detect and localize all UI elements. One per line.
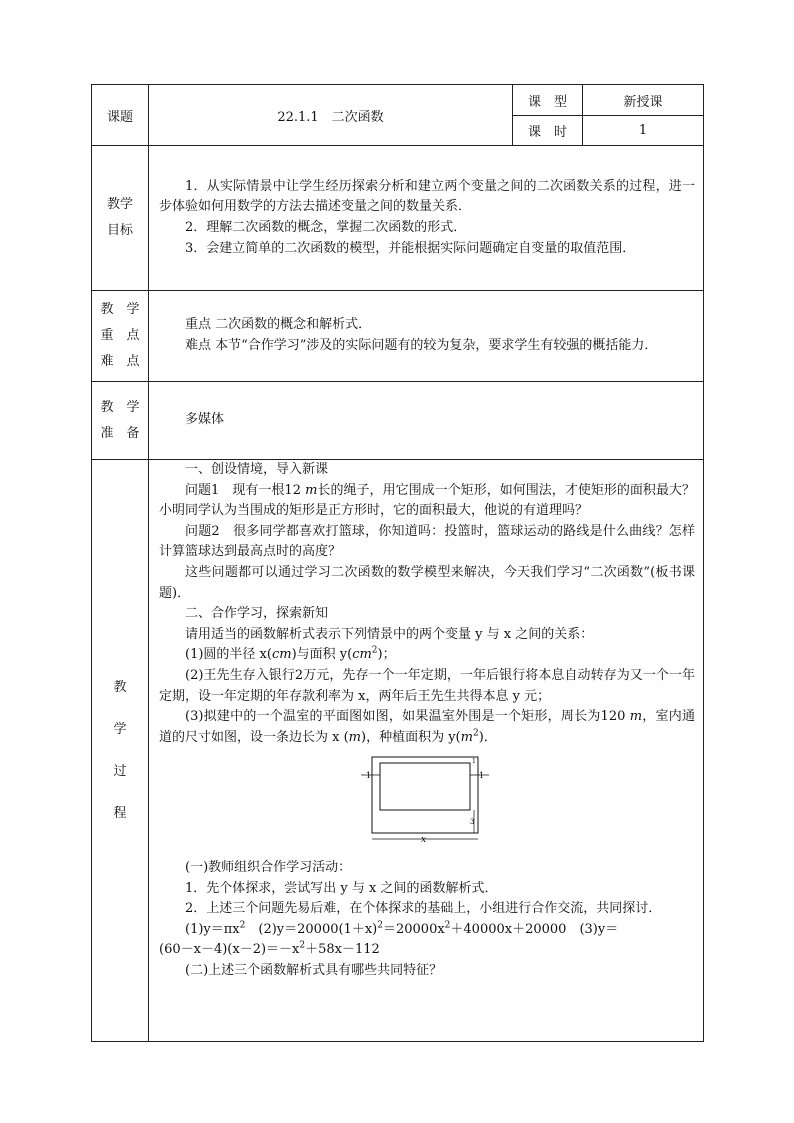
- answer-text: (60－x－4)(x－2)＝－x: [159, 942, 300, 958]
- preparation-label-line2: 准 备: [100, 425, 140, 441]
- objectives-label: [92, 146, 149, 291]
- objective-item: 2．理解二次函数的概念，掌握二次函数的形式．: [185, 220, 467, 235]
- side-dimension-label: 3: [470, 818, 475, 827]
- key-points-label-line3: 难 点: [100, 354, 140, 369]
- unit-m: m: [460, 729, 473, 745]
- bottom-dimension-label: x: [421, 835, 427, 846]
- key-point-text: 重点 二次函数的概念和解析式．: [185, 317, 372, 333]
- answer-text: ＋58x－112: [305, 942, 380, 958]
- scenario-3: [159, 707, 695, 748]
- objective-item: 3．会建立简单的二次函数的模型，并能根据实际问题确定自变量的取值范围．: [185, 240, 636, 256]
- objective-item: 1．从实际情景中让学生经历探索分析和建立两个变量之间的二次函数关系的过程，进一步体验如何用数学的方法去描述变量之间的数量关系．: [159, 178, 695, 215]
- difficulty-text: 难点 本节“合作学习”涉及的实际问题有的较为复杂，要求学生有较强的概括能力．: [185, 338, 658, 353]
- greenhouse-figure: [159, 754, 695, 854]
- question-1-text-2: 长的绳子，用它围成一个矩形，如何围法，才使矩形的面积最大？小明同学认为当围成的矩形是正方形时，它的面积最大，他说的有道理吗？: [159, 482, 695, 519]
- unit-cm: cm: [271, 647, 292, 663]
- objectives-label-line2: 目标: [106, 223, 133, 238]
- unit-m: m: [629, 709, 643, 725]
- scenario-2: (2)王先生存入银行2万元，先存一个一年定期，一年后银行将本息自动转存为又一个一年定期，设一年定期的年存款利率为 x，两年后王先生共得本息 y 元；: [159, 667, 695, 704]
- class-hours-value: 1: [583, 116, 704, 146]
- scenario-3-text-3: )，种植面积为 y(: [361, 729, 461, 745]
- greenhouse-diagram: [357, 754, 497, 846]
- process-content: [149, 460, 704, 1042]
- right-dimension-label: 1: [479, 771, 485, 781]
- activity-step-1: 1．先个体探求，尝试写出 y 与 x 之间的函数解析式．: [185, 880, 498, 896]
- question-1-text: 问题1 现有一根12: [185, 482, 306, 498]
- answer-text: (1)y＝πx: [185, 921, 240, 937]
- process-label: [92, 460, 149, 1042]
- superscript: 2: [377, 920, 383, 931]
- topic-title: 22.1.1 二次函数: [149, 85, 513, 146]
- inner-rectangle: [380, 763, 470, 810]
- scenario-1-text: (1)圆的半径 x(: [185, 647, 272, 663]
- top-dimension-label: 1: [472, 758, 476, 766]
- key-points-content: [149, 291, 704, 382]
- class-hours-label: 课 时: [513, 116, 583, 146]
- process-label-char: 教: [113, 679, 127, 695]
- scenario-3-text: (3)拟建中的一个温室的平面图如图，如果温室外围是一个矩形，周长为120: [185, 709, 630, 725]
- question-1: [159, 481, 695, 522]
- answers-line-1: [159, 920, 695, 941]
- answer-text: ＝20000x: [382, 921, 445, 937]
- preparation-content: [149, 382, 704, 460]
- task-text: 请用适当的函数解析式表示下列情景中的两个变量 y 与 x 之间的关系：: [185, 626, 594, 642]
- activity-step-2: 2．上述三个问题先易后难，在个体探求的基础上，小组进行合作交流，共同探讨．: [185, 901, 662, 917]
- left-dimension-label: 1: [366, 771, 372, 781]
- objectives-label-line1: 教学: [106, 197, 133, 212]
- outer-rectangle: [372, 757, 478, 833]
- unit-m: m: [348, 729, 361, 745]
- scenario-1: [159, 645, 695, 666]
- preparation-text: 多媒体: [185, 412, 225, 428]
- preparation-label-line1: 教 学: [100, 399, 140, 415]
- key-points-label-line2: 重 点: [100, 328, 140, 343]
- activity-heading: (一)教师组织合作学习活动：: [185, 859, 352, 875]
- question-2: 问题2 很多同学都喜欢打篮球，你知道吗：投篮时，篮球运动的路线是什么曲线？怎样计算篮球达到最高点时的高度？: [159, 523, 695, 560]
- lesson-plan-table: [91, 84, 704, 1042]
- unit-cm: cm: [352, 647, 372, 663]
- superscript: 2: [239, 920, 246, 931]
- superscript: 2: [472, 728, 479, 739]
- intro-paragraph: 这些问题都可以通过学习二次函数的数学模型来解决，今天我们学习“二次函数”(板书课题)．: [159, 564, 695, 601]
- lesson-type-value: 新授课: [583, 85, 704, 116]
- scenario-3-text-4: )．: [478, 729, 497, 745]
- process-label-char: 学: [113, 721, 127, 737]
- answer-text: ＋40000x＋20000 (3)y＝: [450, 921, 619, 937]
- answer-text: (2)y＝20000(1＋x): [245, 921, 378, 937]
- superscript: 2: [299, 940, 306, 951]
- process-label-char: 过: [113, 763, 127, 779]
- superscript: 2: [444, 920, 451, 931]
- answers-line-2: [159, 940, 695, 961]
- section-question: (二)上述三个函数解析式具有哪些共同特征？: [185, 962, 443, 978]
- scenario-1-text-2: )与面积 y(: [291, 647, 353, 663]
- section-heading: 一、创设情境，导入新课: [185, 462, 329, 477]
- preparation-label: [92, 382, 149, 460]
- topic-label: 课题: [92, 85, 149, 146]
- superscript: 2: [371, 646, 378, 657]
- objectives-content: [149, 146, 704, 291]
- key-points-label-line1: 教 学: [100, 302, 140, 317]
- unit-m: m: [305, 482, 318, 498]
- process-label-char: 程: [113, 805, 127, 821]
- scenario-1-text-3: )；: [377, 647, 396, 663]
- scenario-3-text-2: ，室内通道的尺寸如图，设一条边长为 x (: [159, 709, 695, 745]
- lesson-type-label: 课 型: [513, 85, 583, 116]
- key-points-label: [92, 291, 149, 382]
- section-heading: 二、合作学习，探索新知: [185, 606, 329, 622]
